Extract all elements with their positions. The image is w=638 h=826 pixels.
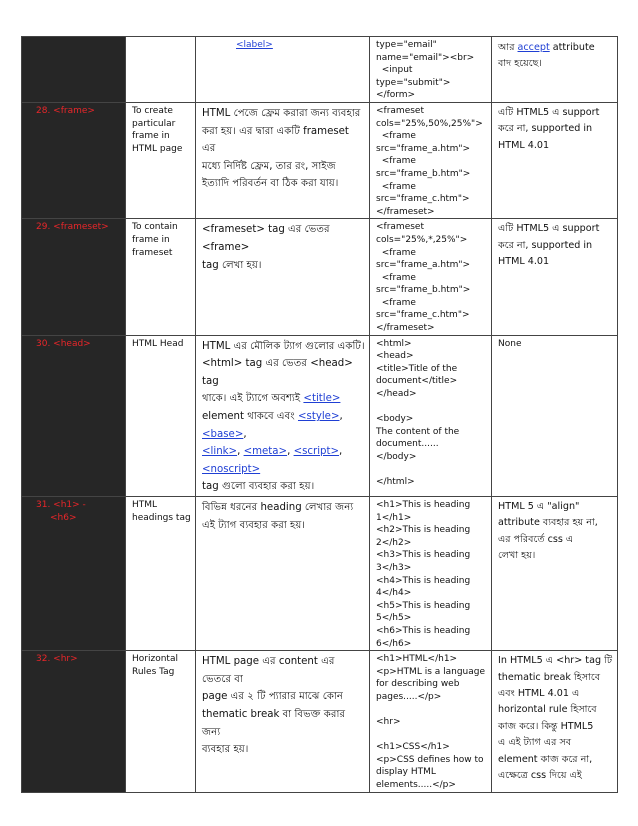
code-line: document</title> (376, 376, 458, 387)
description-text: ইত্যাদি পরিবর্তন বা ঠিক করা যায়। (202, 178, 339, 190)
description-text: <link>, <meta>, <script>, <noscript> (202, 446, 343, 475)
support-text: এ এই ট্যাগ এর সব (498, 737, 572, 749)
code-line: <frameset (376, 105, 424, 116)
code-line: <h1>HTML</h1> (376, 654, 458, 665)
accept-link[interactable]: accept (517, 42, 550, 53)
code-line: <frame (376, 156, 416, 167)
example-cell (370, 102, 492, 218)
purpose-text: frameset (132, 247, 173, 258)
table-row (22, 102, 618, 218)
support-text: None (498, 338, 522, 349)
tag-cell: 28. <frame> (22, 102, 126, 218)
description-text: thematic break বা বিভক্ত করার জন্য (202, 708, 346, 738)
code-line: elements.....</p> (376, 780, 456, 791)
code-line: src="frame_c.htm"> (376, 194, 470, 205)
code-line: <frameset (376, 222, 424, 233)
code-line: src="frame_b.htm"> (376, 285, 471, 296)
purpose-text: HTML page (132, 143, 183, 154)
link-link[interactable]: <link> (202, 446, 238, 458)
code-line: src="frame_c.htm"> (376, 310, 470, 321)
purpose-text: HTML (132, 500, 158, 510)
description-text: থাকে। এই ট্যাগে অবশ্যই <title> (202, 393, 341, 405)
code-line: <h1>This is heading (376, 500, 471, 510)
title-link[interactable]: <title> (303, 393, 341, 405)
support-cell (492, 37, 618, 103)
description-text: HTML page এর content এর ভেতরে বা (202, 656, 335, 685)
code-line: <input type="submit"> (376, 65, 451, 88)
script-link[interactable]: <script> (293, 446, 340, 458)
description-text: <html> tag এর ভেতর <head> tag (202, 358, 353, 387)
code-line: cols="25%,50%,25%"> (376, 118, 483, 129)
description-cell (196, 219, 370, 335)
support-text: এবং HTML 4.01 এ (498, 687, 580, 699)
code-line: <frame (376, 181, 416, 192)
description-text: মধ্যে নির্দিষ্ট ফ্রেম, তার রং, সাইজ (202, 160, 336, 172)
code-line: <p>HTML is a language (376, 666, 486, 677)
support-text: এটি HTML5 এ support (498, 106, 600, 118)
description-text: HTML পেজে ফ্রেম করারা জন্য ব্যবহার (202, 107, 361, 119)
support-text: করে না, supported in (498, 123, 593, 135)
code-line: 1</h1> (376, 512, 412, 523)
code-line: 3</h3> (376, 562, 412, 573)
support-text: element কাজ করে না, (498, 753, 593, 765)
description-text: বিভিন্ন ধরনের heading লেখার জন্য (202, 502, 354, 513)
code-line: <h5>This is heading (376, 600, 471, 611)
support-text: এর পরিবর্তে css এ (498, 533, 574, 545)
code-line: for describing web (376, 679, 460, 690)
support-cell (492, 219, 618, 335)
support-cell (492, 335, 618, 496)
blank-line (376, 401, 487, 414)
blank-line (376, 704, 487, 717)
support-text: বাদ হয়েছে। (498, 58, 542, 70)
support-text: এক্ষেত্রে css দিয়ে এই (498, 769, 582, 781)
code-line: <title>Title of the (376, 363, 458, 374)
tag-cell (22, 497, 126, 651)
support-text: In HTML5 এ <hr> tag টি (498, 655, 613, 667)
tag-cell: 32. <hr> (22, 651, 126, 793)
code-line: <frame (376, 247, 416, 258)
blank-line (376, 729, 487, 742)
code-line: display HTML (376, 767, 436, 778)
code-line: <frame (376, 272, 416, 283)
description-text: HTML এর মৌলিক ট্যাগ গুলোর একটি। (202, 340, 365, 352)
label-link[interactable]: <label> (236, 40, 273, 50)
tag-cell: 30. <head> (22, 335, 126, 496)
code-line: </body> (376, 452, 417, 462)
code-line: The content of the (376, 426, 460, 437)
support-text: thematic break হিসাবে (498, 671, 601, 683)
blank-line (376, 464, 487, 477)
code-line: </frameset> (376, 206, 435, 217)
code-line: </frameset> (376, 323, 435, 334)
support-text: কাজ করে। কিন্তু HTML5 (498, 720, 594, 732)
code-line: <html> (376, 338, 412, 349)
tag-text: 31. <h1> - (36, 500, 86, 510)
description-cell (196, 497, 370, 651)
description-text: tag গুলো ব্যবহার করা হয়। (202, 481, 315, 493)
example-cell (370, 335, 492, 496)
purpose-text: frame in (132, 131, 170, 142)
purpose-cell (126, 219, 196, 335)
purpose-text: To create (132, 105, 173, 116)
code-line: <h3>This is heading (376, 550, 471, 561)
code-line: <body> (376, 414, 414, 425)
description-cell (196, 651, 370, 793)
purpose-text: frame in (132, 234, 170, 245)
support-text: horizontal rule হিসাবে (498, 704, 597, 716)
code-line: <p>CSS defines how to (376, 754, 484, 765)
purpose-cell (126, 335, 196, 496)
tag-cell: 29. <frameset> (22, 219, 126, 335)
code-line: name="email"><br> (376, 52, 475, 63)
code-line: 4</h4> (376, 588, 412, 599)
meta-link[interactable]: <meta> (243, 446, 288, 458)
code-line: pages.....</p> (376, 691, 442, 702)
purpose-cell (126, 37, 196, 103)
code-line: <h1>CSS</h1> (376, 742, 450, 753)
example-cell (370, 37, 492, 103)
table-row (22, 37, 618, 103)
code-line: <hr> (376, 717, 401, 728)
code-line: <h2>This is heading (376, 525, 471, 536)
html-tags-table (21, 36, 618, 793)
support-text: আর accept attribute (498, 42, 595, 53)
description-text: এই ট্যাগ ব্যবহার করা হয়। (202, 519, 306, 531)
description-text: করা হয়। এর দ্বারা একটি frameset এর (202, 125, 349, 155)
code-line: 2</h2> (376, 537, 412, 548)
table-row (22, 651, 618, 793)
code-line: </head> (376, 389, 417, 400)
code-line: cols="25%,*,25%"> (376, 234, 468, 245)
purpose-cell (126, 651, 196, 793)
table-row (22, 219, 618, 335)
code-line: <frame (376, 297, 416, 308)
description-cell (196, 335, 370, 496)
code-line: src="frame_b.htm"> (376, 168, 471, 179)
code-line: </form> (376, 90, 416, 101)
support-cell (492, 497, 618, 651)
support-text: এটি HTML5 এ support (498, 223, 600, 235)
code-line: <h6>This is heading (376, 625, 471, 636)
description-text: tag লেখা হয়। (202, 259, 262, 271)
code-line: <h4>This is heading (376, 575, 471, 586)
purpose-cell (126, 102, 196, 218)
support-text: HTML 4.01 (498, 256, 550, 268)
purpose-text: headings tag (132, 512, 191, 523)
support-text: HTML 4.01 (498, 139, 550, 151)
description-text: element থাকবে এবং <style>, <base>, (202, 411, 343, 440)
code-line: </html> (376, 477, 415, 488)
code-line: <frame (376, 131, 416, 142)
tag-cell (22, 37, 126, 103)
support-text: করে না, supported in (498, 239, 593, 251)
purpose-text: particular (132, 118, 176, 129)
code-line: document...... (376, 439, 439, 450)
purpose-text: HTML Head (132, 338, 184, 349)
code-line: src="frame_a.htm"> (376, 143, 471, 154)
support-text: লেখা হয়। (498, 550, 536, 562)
support-text: attribute ব্যবহার হয় না, (498, 517, 598, 529)
code-line: 5</h5> (376, 613, 412, 624)
example-cell (370, 651, 492, 793)
support-text: HTML 5 এ "align" (498, 501, 580, 512)
purpose-cell (126, 497, 196, 651)
base-link[interactable]: <base> (202, 428, 244, 440)
description-text: page এর ২ টি প্যারার মাঝে কোন (202, 691, 344, 703)
purpose-text: Horizontal (132, 654, 178, 665)
description-text: ব্যবহার হয়। (202, 744, 249, 756)
code-line: type="email" (376, 40, 437, 50)
support-cell (492, 651, 618, 793)
code-line: <head> (376, 351, 414, 362)
purpose-text: Rules Tag (132, 666, 175, 677)
description-cell (196, 37, 370, 103)
description-cell (196, 102, 370, 218)
example-cell (370, 219, 492, 335)
style-link[interactable]: <style> (297, 411, 340, 423)
purpose-text: To contain (132, 222, 178, 233)
support-cell (492, 102, 618, 218)
example-cell (370, 497, 492, 651)
noscript-link[interactable]: <noscript> (202, 463, 261, 475)
table-row (22, 335, 618, 496)
table-row (22, 497, 618, 651)
code-line: 6</h6> (376, 638, 412, 649)
description-text: <frameset> tag এর ভেতর <frame> (202, 224, 330, 253)
code-line: src="frame_a.htm"> (376, 260, 471, 271)
tag-text: <h6> (50, 512, 77, 523)
